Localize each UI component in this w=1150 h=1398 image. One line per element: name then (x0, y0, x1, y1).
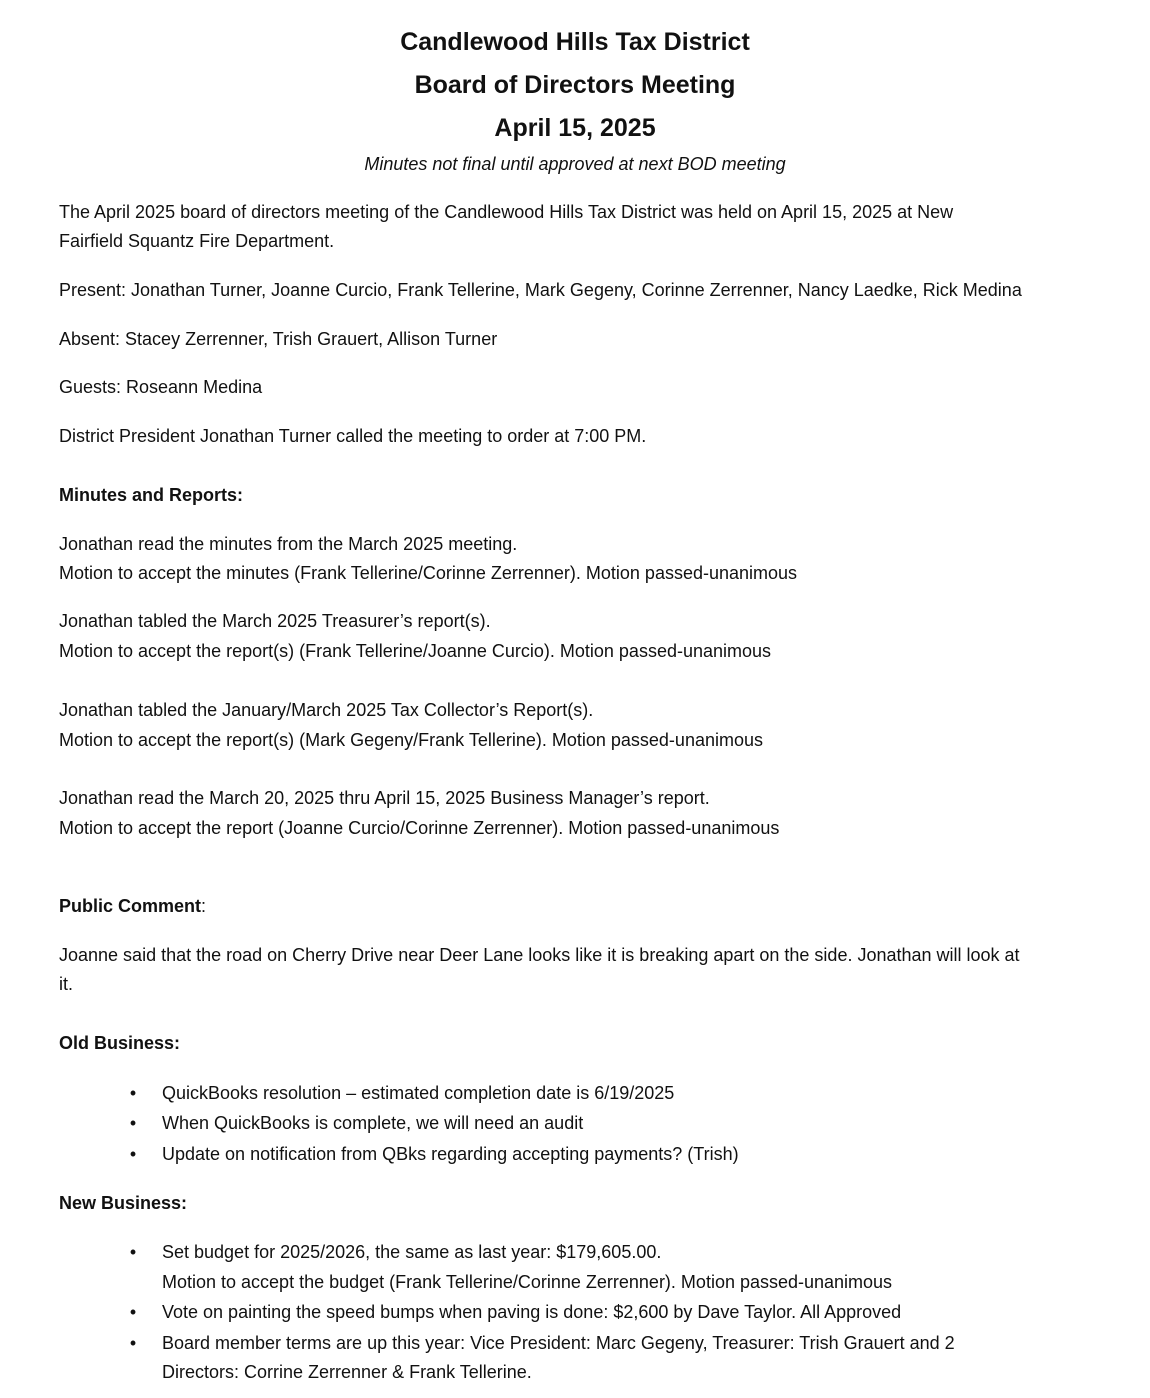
new-business-item-1-line-1: Set budget for 2025/2026, the same as last year: $179,605.00. (162, 1242, 662, 1262)
old-business-item-1: QuickBooks resolution – estimated completion date is 6/19/2025 (162, 1083, 675, 1103)
public-comment-line-2: it. (59, 974, 74, 994)
guests-list: Guests: Roseann Medina (59, 377, 263, 397)
present-list: Present: Jonathan Turner, Joanne Curcio, Frank Tellerine, Mark Gegeny, Corinne Zerrenner, Nancy Laedke, Rick Medina (59, 280, 1022, 300)
document-date: April 15, 2025 (494, 114, 656, 142)
intro-line-2: Fairfield Squantz Fire Department. (59, 231, 335, 251)
call-to-order: District President Jonathan Turner called the meeting to order at 7:00 PM. (59, 426, 647, 446)
draft-notice: Minutes not final until approved at next BOD meeting (364, 154, 786, 174)
bullet-icon: • (129, 1113, 137, 1133)
old-business-heading: Old Business: (59, 1033, 181, 1053)
report-item-4-line-2: Motion to accept the report (Joanne Curcio/Corinne Zerrenner). Motion passed-unanimous (59, 818, 780, 838)
new-business-item-1-line-2: Motion to accept the budget (Frank Tellerine/Corinne Zerrenner). Motion passed-unanimous (162, 1272, 893, 1292)
old-business-item-2: When QuickBooks is complete, we will need an audit (162, 1113, 584, 1133)
minutes-reports-heading: Minutes and Reports: (59, 485, 244, 505)
report-item-1-line-1: Jonathan read the minutes from the March 2025 meeting. (59, 534, 518, 554)
document-title: Candlewood Hills Tax District (400, 28, 750, 56)
old-business-item-3: Update on notification from QBks regarding accepting payments? (Trish) (162, 1144, 739, 1164)
report-item-4-line-1: Jonathan read the March 20, 2025 thru April 15, 2025 Business Manager’s report. (59, 788, 710, 808)
bullet-icon: • (129, 1144, 137, 1164)
bullet-icon: • (129, 1083, 137, 1103)
report-item-2-line-1: Jonathan tabled the March 2025 Treasurer’s report(s). (59, 611, 491, 631)
report-item-3-line-2: Motion to accept the report(s) (Mark Gegeny/Frank Tellerine). Motion passed-unanimous (59, 730, 763, 750)
document-subtitle-meeting: Board of Directors Meeting (414, 71, 736, 99)
new-business-heading: New Business: (59, 1193, 188, 1213)
new-business-item-3-line-1: Board member terms are up this year: Vice President: Marc Gegeny, Treasurer: Trish Grauert and 2 (162, 1333, 955, 1353)
public-comment-heading: Public Comment (59, 896, 202, 916)
bullet-icon: • (129, 1333, 137, 1353)
report-item-2-line-2: Motion to accept the report(s) (Frank Tellerine/Joanne Curcio). Motion passed-unanimous (59, 641, 772, 661)
public-comment-heading-row (59, 892, 1099, 921)
new-business-item-2: Vote on painting the speed bumps when paving is done: $2,600 by Dave Taylor. All Approved (162, 1302, 902, 1322)
public-comment-line-1: Joanne said that the road on Cherry Drive near Deer Lane looks like it is breaking apart on the side. Jonathan will look at (59, 945, 1020, 965)
bullet-icon: • (129, 1302, 137, 1322)
new-business-item-3-line-2: Directors: Corrine Zerrenner & Frank Tellerine. (162, 1362, 532, 1382)
report-item-3-line-1: Jonathan tabled the January/March 2025 Tax Collector’s Report(s). (59, 700, 594, 720)
report-item-1-line-2: Motion to accept the minutes (Frank Tellerine/Corinne Zerrenner). Motion passed-unanimous (59, 563, 798, 583)
bullet-icon: • (129, 1242, 137, 1262)
intro-line-1: The April 2025 board of directors meeting of the Candlewood Hills Tax District was held on April 15, 2025 at New (59, 202, 954, 222)
public-comment-colon: : (201, 896, 207, 916)
absent-list: Absent: Stacey Zerrenner, Trish Grauert, Allison Turner (59, 329, 498, 349)
